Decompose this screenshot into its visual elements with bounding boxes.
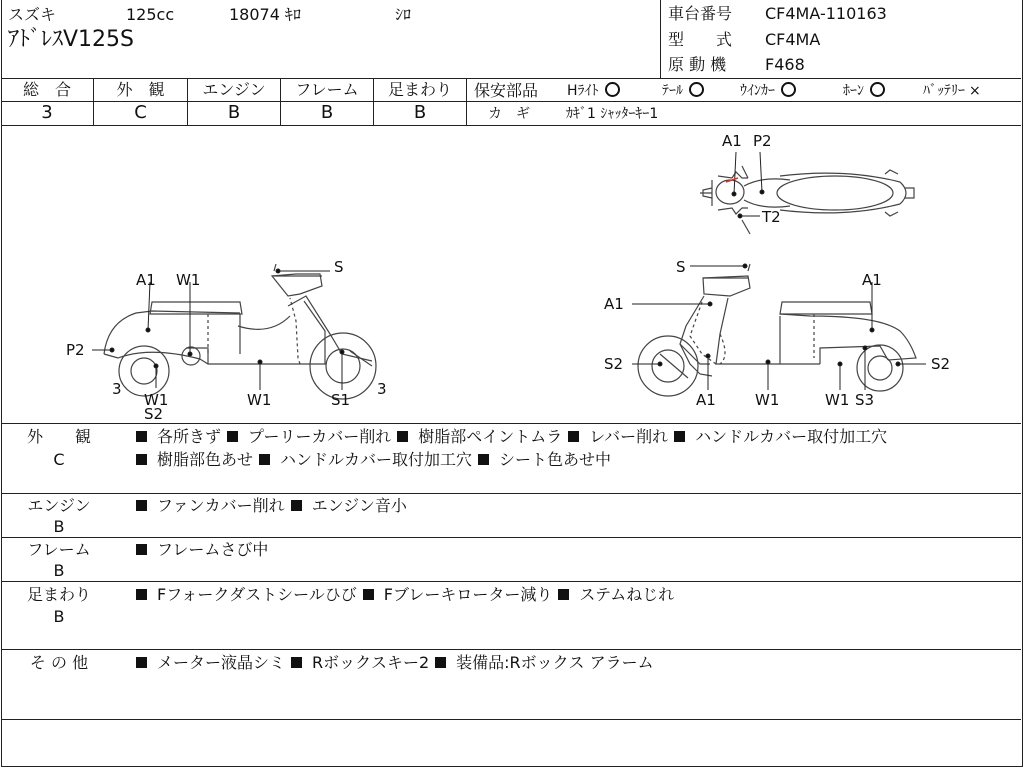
comment-item: 装備品:Rボックス アラーム — [456, 653, 654, 672]
rating-value: B — [320, 102, 334, 123]
safety-item-battery — [923, 82, 981, 100]
bullet-square-icon — [363, 589, 374, 600]
bullet-square-icon — [397, 431, 408, 442]
comment-item: ハンドルカバー取付加工穴 — [695, 427, 888, 446]
rule — [1, 537, 1021, 538]
comment-line — [130, 539, 268, 561]
ok-circle-icon — [605, 82, 620, 97]
diagram-label: P2 — [66, 341, 85, 359]
comment-item: Rボックスキー2 — [312, 653, 430, 672]
safety-item-label: ﾎｰﾝ — [843, 83, 864, 99]
header-divider — [660, 0, 661, 78]
comment-grade: C — [53, 450, 65, 469]
comment-item: 樹脂部色あせ — [157, 450, 254, 469]
rule — [1, 423, 1021, 424]
comment-label: 外 観 — [26, 427, 91, 446]
frame-no-label: 車台番号 — [668, 4, 733, 23]
comment-label: そ の 他 — [29, 653, 89, 672]
comment-line — [130, 652, 654, 674]
type-value: CF4MA — [765, 30, 821, 49]
safety-item-label: ﾃｰﾙ — [662, 83, 683, 99]
diagram-label: A1 — [696, 391, 716, 409]
comment-line — [130, 584, 674, 606]
bullet-square-icon — [136, 500, 147, 511]
type-label: 型 式 — [668, 30, 733, 49]
rating-label: 外 観 — [116, 80, 165, 99]
bullet-square-icon — [136, 589, 147, 600]
diagram-label: P2 — [753, 132, 772, 150]
rating-label: 総 合 — [22, 80, 71, 99]
comment-line — [130, 449, 611, 471]
damage-diagram — [0, 126, 1022, 424]
diagram-label: A1 — [862, 271, 882, 289]
comment-line — [130, 426, 887, 448]
model-name: ｱﾄﾞﾚｽV125S — [8, 27, 135, 52]
safety-item-label: ｳｲﾝｶｰ — [740, 83, 775, 99]
ng-cross-icon: × — [969, 83, 981, 99]
diagram-label: W1 — [144, 391, 169, 409]
maker: スズキ — [8, 5, 57, 24]
rule — [466, 78, 467, 125]
diagram-label: S1 — [331, 391, 351, 409]
rule — [467, 101, 1021, 102]
diagram-label: W1 — [755, 391, 780, 409]
bullet-square-icon — [227, 431, 238, 442]
diagram-label: W1 — [825, 391, 850, 409]
comment-grade: B — [53, 517, 65, 536]
diagram-label: W1 — [247, 391, 272, 409]
rule — [1, 581, 1021, 582]
diagram-label: T2 — [762, 208, 781, 226]
rating-value: B — [227, 102, 241, 123]
comment-item: Fフォークダストシールひび — [157, 585, 357, 604]
diagram-label: S2 — [144, 405, 164, 423]
rating-label: エンジン — [202, 80, 266, 99]
diagram-label: A1 — [722, 132, 742, 150]
diagram-label: A1 — [136, 271, 156, 289]
bullet-square-icon — [435, 657, 446, 668]
key-value: ｶｷﾞ1 ｼｬｯﾀｰｷｰ1 — [566, 106, 659, 122]
key-label: カ ギ — [488, 106, 530, 122]
comment-item: Fブレーキローター減り — [383, 585, 553, 604]
diagram-label: W1 — [176, 271, 201, 289]
bullet-square-icon — [136, 454, 147, 465]
color: ｼﾛ — [395, 5, 412, 24]
bullet-square-icon — [136, 544, 147, 555]
bullet-square-icon — [674, 431, 685, 442]
rating-label: フレーム — [295, 80, 359, 99]
comment-item: 樹脂部ペイントムラ — [418, 427, 563, 446]
mileage: 18074 ｷﾛ — [229, 5, 301, 24]
comment-label: フレーム — [27, 540, 91, 559]
comment-item: メーター液晶シミ — [157, 653, 286, 672]
rating-label: 足まわり — [387, 80, 452, 99]
engine-label: 原 動 機 — [668, 55, 727, 74]
safety-item-horn — [843, 82, 885, 100]
rating-value: C — [134, 102, 147, 123]
comment-item: フレームさび中 — [157, 540, 269, 559]
comment-label: 足まわり — [26, 585, 91, 604]
ok-circle-icon — [870, 82, 885, 97]
comment-item: 各所きず — [157, 427, 222, 446]
diagram-label: S — [676, 258, 686, 276]
diagram-label: S — [334, 258, 344, 276]
safety-label: 保安部品 — [474, 81, 539, 100]
bullet-square-icon — [291, 657, 302, 668]
ok-circle-icon — [781, 82, 796, 97]
comment-item: プーリーカバー削れ — [248, 427, 392, 446]
safety-item-label: Hﾗｲﾄ — [567, 83, 599, 99]
diagram-label: S2 — [931, 355, 951, 373]
bullet-square-icon — [136, 657, 147, 668]
comment-item: ステムねじれ — [579, 585, 675, 604]
safety-item-label: ﾊﾞｯﾃﾘｰ — [923, 83, 965, 99]
safety-item-headlight — [567, 82, 620, 100]
rating-value: 3 — [41, 102, 53, 123]
comment-item: エンジン音小 — [311, 496, 407, 515]
frame-no: CF4MA-110163 — [765, 4, 887, 23]
rule — [1, 719, 1021, 720]
safety-item-winker — [740, 82, 796, 100]
diagram-label: S3 — [855, 391, 875, 409]
diagram-label: A1 — [604, 295, 624, 313]
diagram-label: 3 — [112, 380, 122, 398]
comment-label: エンジン — [27, 496, 91, 515]
safety-item-tail — [662, 82, 704, 100]
engine-value: F468 — [765, 55, 805, 74]
scooter-top-view — [700, 166, 914, 234]
bullet-square-icon — [478, 454, 489, 465]
ok-circle-icon — [689, 82, 704, 97]
comment-item: レバー削れ — [589, 427, 669, 446]
comment-line — [130, 495, 407, 517]
rule — [1, 493, 1021, 494]
displacement: 125cc — [126, 5, 175, 24]
comment-item: シート色あせ中 — [499, 450, 612, 469]
diagram-label: S2 — [604, 355, 624, 373]
bullet-square-icon — [291, 500, 302, 511]
rule — [1, 78, 1021, 79]
rule — [1, 649, 1021, 650]
diagram-label: 3 — [377, 380, 387, 398]
rating-value: B — [413, 102, 427, 123]
comment-grade: B — [53, 607, 65, 626]
comment-grade: B — [53, 561, 65, 580]
bullet-square-icon — [136, 431, 147, 442]
bullet-square-icon — [259, 454, 270, 465]
comment-item: ファンカバー削れ — [157, 496, 285, 515]
bullet-square-icon — [558, 589, 569, 600]
bullet-square-icon — [568, 431, 579, 442]
comment-item: ハンドルカバー取付加工穴 — [280, 450, 473, 469]
